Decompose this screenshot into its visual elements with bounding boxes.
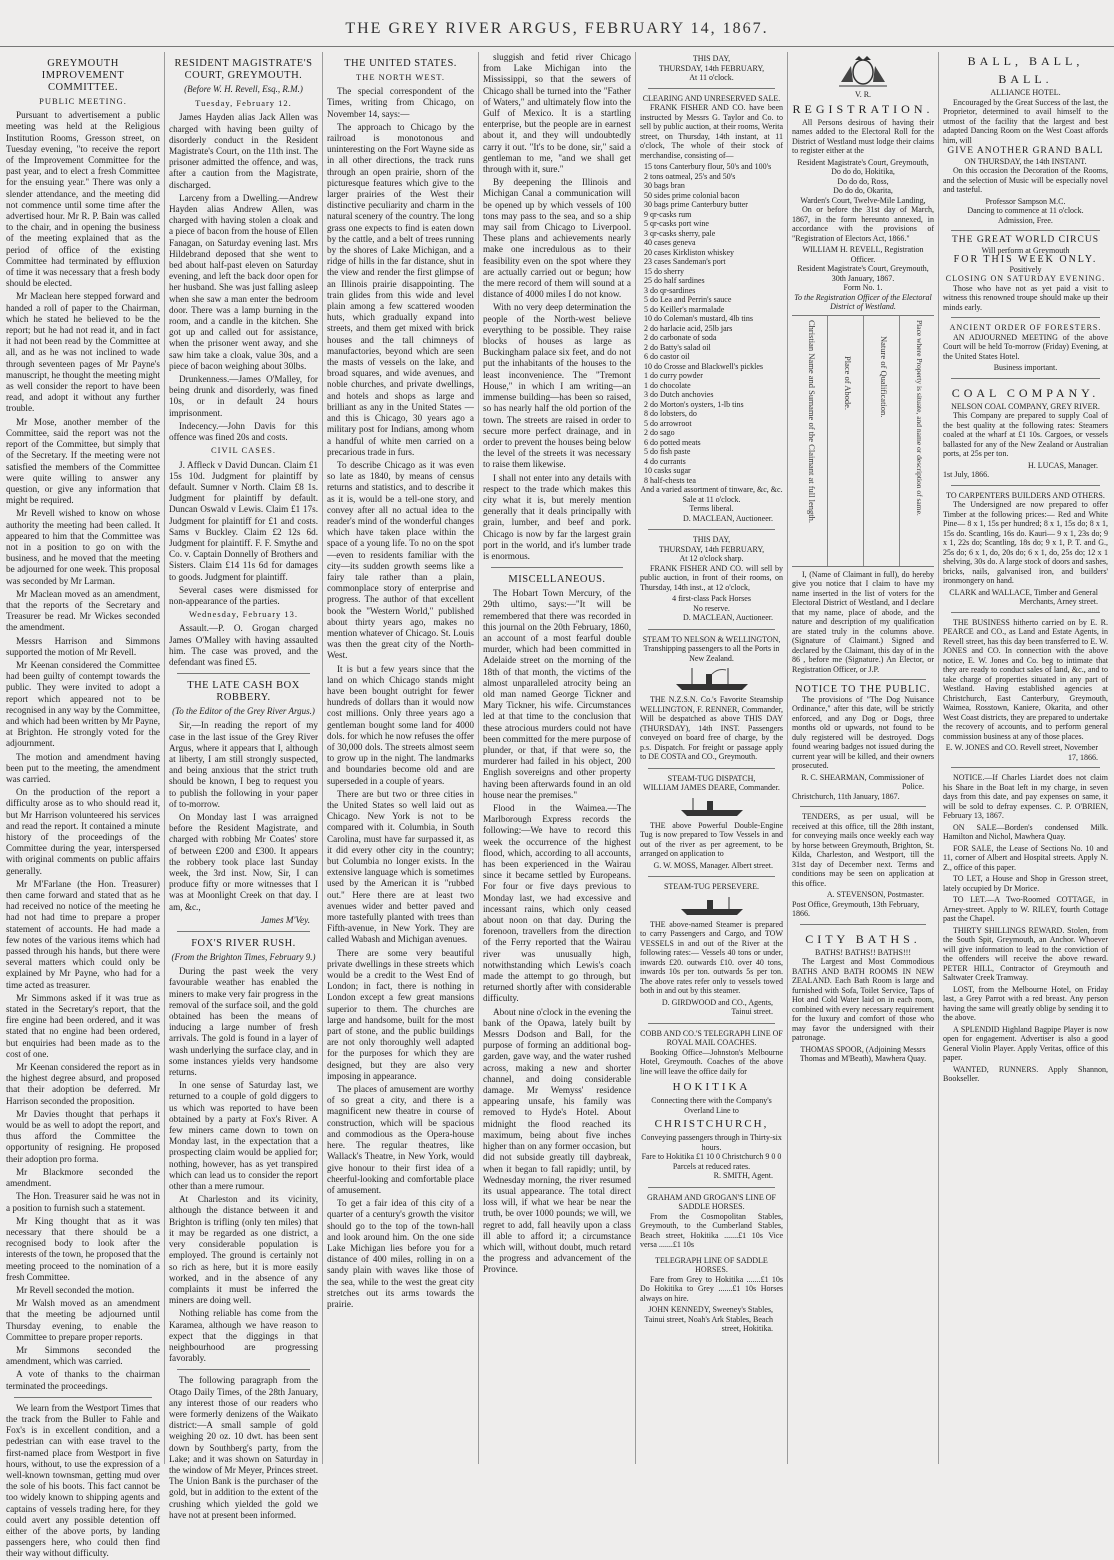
- signature: James M'Vey.: [260, 914, 310, 925]
- article-heading: GREYMOUTH IMPROVEMENT COMMITTEE.: [41, 58, 125, 93]
- advert-list-item: 5 do Lea and Perrin's sauce: [644, 295, 732, 304]
- advert-list-item: 10 do Crosse and Blackwell's pickles: [644, 361, 763, 371]
- paragraph: Assault.—P. O. Grogan charged James O'Malley with having assaulted him. The case was proved, and the defendant was fined £5.: [169, 623, 318, 667]
- advert-subheading: WILLIAM JAMES DEARE, Commander.: [643, 783, 780, 792]
- advert-list-item: 6 do castor oil: [644, 352, 690, 361]
- advert-note: Professor Sampson M.C.: [985, 196, 1066, 206]
- advert-heading: STEAM TO NELSON & WELLINGTON,: [642, 634, 781, 644]
- divider: [951, 485, 1100, 486]
- paragraph: Mr King thought that as it was necessary that there should be a recognised body to look after the interests of the town, he proposed that the meeting proceed to the nomination of a fresh Committee.: [6, 1215, 160, 1282]
- advert-clearing-sale: [640, 54, 783, 523]
- divider: [648, 876, 775, 877]
- advert-list-item: 2 do harlacie acid, 25lb jars: [644, 323, 733, 333]
- paragraph: The places of amusement are worthy of so great a city, and there is a magnificent new theatre in course of construction, which will be spacious and commodious as the Opera-house here. The regular theatres, like Wallack's Theatre, in New York, would give honour to their first idea of a cheerful-looking and comfortable place of amusement.: [327, 1084, 474, 1195]
- date-line: Tuesday, February 12.: [195, 98, 292, 109]
- divider: [800, 806, 926, 807]
- paragraph: Mr Walsh moved as an amendment that the meeting be adjourned until Thursday evening, to enable the Committee to prepare proper reports.: [6, 1298, 160, 1342]
- form-title: Form No. 1.: [843, 283, 883, 292]
- column-notices: [792, 52, 934, 1464]
- advert-list-item: 3 do Dutch anchovies: [644, 390, 714, 399]
- advert-signature: WILLIAM H. REVELL, Registration Officer.: [802, 245, 924, 264]
- notice: TO LET, a House and Shop in Gresson street, lately occupied by Dr Morice.: [943, 874, 1108, 893]
- paragraph: Mr Davies thought that perhaps it would be as well to adopt the report, and thus afford the Committee the opportunity of resigning. He proposed their adoption pro forma.: [6, 1108, 160, 1164]
- advert-title: CLEARING AND UNRESERVED SALE.: [642, 93, 781, 103]
- advert-highlight: GIVE ANOTHER GRAND BALL: [947, 146, 1104, 156]
- advert-list-item: 30 bags prime Canterbury butter: [644, 200, 748, 209]
- divider: [951, 317, 1100, 318]
- divider: [177, 1369, 310, 1370]
- advert-heading: TO CARPENTERS BUILDERS AND OTHERS.: [946, 490, 1105, 500]
- paragraph: Sir,—In reading the report of my case in the last issue of the Grey River Argus, where it appears that I, although at liberty, I am still strongly suspected, and being anxious that the strict truth should be known, I beg to request you to publish the following in your paper of to-morrow.: [169, 720, 318, 809]
- advert-list-item: 8 half-chests tea: [644, 475, 696, 485]
- divider: [800, 679, 926, 680]
- advert-list-item: 10 do Coleman's mustard, 4lb tins: [644, 314, 753, 323]
- advert-list-item: 10 casks sugar: [644, 466, 691, 475]
- advert-list-item: 2 do Morton's oysters, 1-lb tins: [644, 399, 744, 409]
- form-addressee: To the Registration Officer of the Electoral District of Westland.: [794, 292, 932, 311]
- advert-list-item: 2 do Batty's salad oil: [644, 342, 711, 352]
- masthead-title: THE GREY RIVER ARGUS, FEBRUARY 14, 1867.: [345, 20, 769, 37]
- advert-heading: THIS DAY,: [692, 535, 731, 544]
- article-heading: THE UNITED STATES.: [344, 58, 457, 69]
- paragraph: On Monday last I was arraigned before the Resident Magistrate, and charged with robbing Mr Coates' store of between £200 and £300. It appears the robbery took place last Sunday week, the 3rd inst. Now, Sir, I can produce fifty or more witnesses that I was at Moonlight Creek on that day. I am, &c.,: [169, 811, 318, 912]
- royal-crest-icon: [833, 54, 893, 88]
- paragraph: It is but a few years since that the land on which Chicago stands might have been bought outright for fewer hundreds of dollars than it would now cost millions. Only three years ago a gentleman bought some land for 4000 dols. for which he now refuses the offer of 30,000 dols. The streets almost seem to grow up in the night. The landmarks and boundaries become old and are superseded in a couple of years.: [327, 663, 474, 786]
- notice: THIRTY SHILLINGS REWARD. Stolen, from the South Spit, Greymouth, an Anchor. Whoever will give information to lead to the conviction of the offenders will receive the above reward. PETER HILL, Contractor of Greymouth and Saltwater Creek Tramway.: [943, 925, 1108, 982]
- fare-table: Fare to Hokitika £1 10 0 Christchurch 9 0 0 Parcels at reduced rates.: [641, 1152, 782, 1171]
- paragraph: Nothing reliable has come from the Karamea, although we have reason to expect that the diggings in that neighbourhood are progressing favorably.: [169, 1308, 318, 1364]
- paragraph: The following paragraph from the Otago Daily Times, of the 28th January, any interest those of our readers who were formerly denizens of the Waikato district:—A small sample of gold weighing 20 oz. 10 dwt. has been sent down by Southberg's party, from the Lake; and it was shown on Saturday in the window of Mr Meyer, Princes street. The Union Bank is the purchaser of the gold, but in addition to the extent of the crushing which yielded the gold we have not at present been informed.: [169, 1375, 318, 1520]
- registration-place: Resident Magistrate's Court, Greymouth,: [797, 157, 929, 167]
- article-heading: MISCELLANEOUS.: [508, 574, 606, 586]
- advert-body: THE BUSINESS hitherto carried on by E. R. PEARCE and CO., as Land and Estate Agents, in Revell street, has this day been transferred to E. W. JONES and CO. In connection with the above notice, E. W. Jones and Co. beg to intimate that they are ready to conduct sales of land, &c., and to take charge of properties situated in any part of Westland. Having established agencies at Christchurch, East Canterbury, Greymouth, Waimea, Rosstown, Kaniere, Okarita, and other West Coast districts, they are prepared to undertake the recovery of accounts, and to perform general commission business at any of those places.: [943, 617, 1108, 741]
- advert-date: THURSDAY, 14th FEBRUARY,: [658, 63, 765, 73]
- paragraph: Mr Keenan considered the report as in the highest degree absurd, and proposed that their adoption be deferred. Mr Harrison seconded the proposition.: [6, 1062, 160, 1106]
- advert-date: Christchurch, 11th January, 1867.: [792, 791, 900, 801]
- advert-heading: STEAM-TUG DISPATCH,: [667, 773, 756, 783]
- registration-form-table: [792, 315, 934, 567]
- paragraph: There are some very beautiful private dwellings in these streets which would be a credit to the West End of London; in fact, there is nothing in London except a few great mansions superior to them. The churches are large and handsome, built for the most part of stone, and the public buildings are not only thoroughly well adapted for the purposes for which they are designed, but they are also very imposing in appearance.: [327, 947, 474, 1081]
- advert-list-item: 15 do sherry: [644, 266, 684, 276]
- notice: LOST, from the Melbourne Hotel, on Friday last, a Grey Parrot with a red breast. Any person having the same will greatly oblige by sending it to the above.: [943, 984, 1108, 1022]
- advert-heading: GRAHAM AND GROGAN'S LINE OF SADDLE HORSES.: [646, 1192, 776, 1211]
- advert-heading: NOTICE TO THE PUBLIC.: [795, 684, 931, 695]
- advert-list-item: 9 qr-casks rum: [644, 209, 692, 219]
- paragraph: Mr M'Farlane (the Hon. Treasurer) then came forward and stated that as he had received no notice of the meeting he had not had time to prepare a proper statement of accounts. He had made a few notes of the various items which had passed through his hands, but there were several matters which could only be explained by Mr Payne, who had for a time acted as treasurer.: [6, 878, 160, 990]
- paragraph: Messrs Harrison and Simmons supported the motion of Mr Revell.: [6, 635, 160, 657]
- advert-note: Sale at 11 o'clock.: [682, 494, 741, 504]
- paragraph: The Hon. Treasurer said he was not in a position to furnish such a statement.: [6, 1191, 160, 1213]
- registration-place: Do do do, Ross,: [837, 176, 889, 186]
- notice: ON SALE—Borden's condensed Milk. Hamilton and Nichol, Mawhera Quay.: [943, 822, 1108, 841]
- advert-list-item: 5 do fish paste: [644, 447, 691, 456]
- advert-highlight: CLOSING ON SATURDAY EVENING.: [945, 274, 1106, 283]
- column-rule: [938, 52, 939, 1464]
- advert-signature: A. STEVENSON, Postmaster.: [826, 890, 924, 899]
- form-column-property: Place where Property is situate, and name or description of same.: [915, 319, 924, 516]
- paragraph: Mr Maclean moved as an amendment, that the reports of the Secretary and Treasurer be read. Mr Wickes seconded the amendment.: [6, 588, 160, 633]
- column-auction-shipping-ads: [640, 52, 783, 1464]
- paragraph: Pursuant to advertisement a public meeting was held at the Religious Institution Rooms, Gresson street, on Tuesday evening, "to receive the report of the Improvement Committee for the past year, and to elect a fresh Committee for the ensuing year." There was only a slender attendance, and the meeting did not commence until some time after the advertised hour. Mr R. P. Bain was called to the chair, and in opening the business of the meeting explained that as the period of office of the existing Committee had terminated by effluxion of time it was necessary that a fresh body should be elected.: [6, 110, 160, 289]
- advert-body: The Undersigned are now prepared to offer Timber at the following prices:— Red and White Pine— 8 x 1, 15s per hundred; 8 x 1, 15s do; 8 x 1, 15s do. Scantling, 16s do. Kauri— 9 x 1, 23s do; 9 x 1, 22s do; Scantling, 18s do; 9 x 1, P. T. and G., 25s do; 6 x 1, do, 20s do; 6 x 1, do, 25s do; 12 x 1 shelving, 30s do. A large stock of doors and sashes, bricks, nails, galvanised iron, and builders' ironmongery on hand.: [943, 500, 1108, 585]
- advert-body: All Persons desirous of having their names added to the Electoral Roll for the District of Westland must lodge their claims to register either at the: [792, 117, 934, 155]
- advert-heading: THIS DAY,: [692, 54, 731, 63]
- advert-body: TENDERS, as per usual, will be received at this office, till the 28th instant, for conveying mails once weekly each way by horse between Greymouth, Brighton, St. Kilda, Charleston, and Westport, till the 31st day of December next. Terms and conditions may be seen on application at this office.: [792, 812, 934, 888]
- divider: [177, 673, 310, 674]
- paragraph: There are but two or three cities in the United States so well laid out as Chicago. New York is not to be compared with it. Columbia, in South Carolina, must have far surpassed it, as it did every other city in the country; but Columbia no longer exists. In the extensive language which is sometimes used by the American it is "rubbed out." Here there are at least two avenues wider and better paved and more tastefully planted with trees than Fifth-avenue, in New York. They are called Wabash and Michigan avenues.: [327, 788, 474, 945]
- divider: [951, 767, 1100, 768]
- paragraph: Mr Simmons seconded the amendment, which was carried.: [6, 1344, 160, 1367]
- advert-list-item: 3 do qr-sardines: [644, 285, 696, 295]
- divider: [648, 88, 775, 89]
- registration-place: Warden's Court, Twelve-Mile Landing,: [800, 195, 926, 205]
- paragraph: sluggish and fetid river Chicago from Lake Michigan into the Mississippi, so that the sewers of Chicago shall be turned into the "Father of Waters," and ultimately flow into the Gulf of Mexico. It is a startling enterprise, but the people are in earnest about it, and they will undoubtedly carry it out. "It's to be done, sir," said a gentleman to me, "and we shall get through with it, sure.": [483, 52, 631, 175]
- divider: [14, 1397, 152, 1398]
- divider: [491, 567, 623, 568]
- notice: NOTICE.—If Charles Liardet does not claim his Share in the Boat left in my charge, in seven days from this date, and pay expenses on same, it will be sold to defray expenses. C. P. O'BRIEN, February 13, 1867.: [943, 773, 1108, 820]
- advert-signature: E. W. JONES and CO. Revell street, November 17, 1866.: [945, 743, 1098, 762]
- advert-heading: CITY BATHS.: [805, 931, 921, 946]
- column-miscellaneous: [483, 52, 631, 1464]
- advert-subheading: Transhipping passengers to all the Ports in New Zealand.: [643, 644, 780, 663]
- paragraph: Mr Blackmore seconded the amendment.: [6, 1166, 160, 1189]
- article-byline: (Before W. H. Revell, Esq., R.M.): [184, 84, 303, 94]
- advert-telegraph-horses: [640, 1256, 783, 1334]
- column-rule: [787, 52, 788, 1464]
- advert-heading: STEAM-TUG PERSEVERE.: [663, 882, 760, 891]
- advert-note: Terms liberal.: [689, 504, 734, 513]
- paragraph: Indecency.—John Davis for this offence was fined 20s and costs.: [169, 420, 318, 443]
- advert-signature: G. W. MOSS, Manager. Albert street.: [653, 860, 773, 870]
- advert-body: AN ADJOURNED MEETING of the above Court will be held To-morrow (Friday) Evening, at the United States Hotel.: [943, 332, 1108, 361]
- paragraph: I shall not enter into any details with respect to the trade which makes this city what it is, but merely mention generally that it deals principally with grain, lumber, and beef and pork. Chicago is now by far the largest grain port in the world, and it's lumber trade is enormous.: [483, 472, 631, 561]
- advert-signature: R. C. SHEARMAN, Commissioner of Police.: [801, 772, 924, 791]
- column-rule: [478, 52, 479, 1464]
- advert-list-item: 5 qr-casks port wine: [644, 219, 709, 228]
- form-column-name: Christian Name and Surname of the Claimant at full length.: [807, 319, 817, 523]
- paragraph: Flood in the Waimea.—The Marlborough Express records the following:—We have to record this week the occurrence of the highest flood, which, according to all accounts, has been experienced in the Wairau since it became settled by Europeans. For four or five days previous to Monday last, we had excessive and incessant rains, which only ceased about noon on that day. During the forenoon, travellers from the direction of the Ferry reported that the Wairau river was unusually high, notwithstanding which Lewis's coach made the attempt to go through, but returned shortly after with considerable difficulty.: [483, 803, 631, 1004]
- column-united-states: [327, 52, 474, 1464]
- advert-list-item: 6 do potted meats: [644, 437, 701, 447]
- advert-subheading: BATHS! BATHS!! BATHS!!!: [814, 947, 911, 957]
- divider: [951, 230, 1100, 231]
- advert-body: The provisions of "The Dog Nuisance Ordinance," after this date, will be strictly enforced, and any Dog or Dogs, three months old or upwards, not found to be duly registered will be destroyed. Dogs found wearing badges not issued during the current year will be killed, and their owners prosecuted.: [792, 694, 934, 770]
- divider: [951, 378, 1100, 379]
- advert-subheading: Will perform at Greymouth: [981, 245, 1070, 255]
- paragraph: The approach to Chicago by the railroad is monotonous and uninteresting on the Fort Wayne side as in all other directions, the track runs through an open prairie, shorn of the picturesque features which give to the larger prairies of the West their distinctive peculiarity and charm in the natural scenery of the country. The long grass one expects to find is eaten down by the cattle, and a belt of trees running by the shores of Lake Michigan, and a ridge of hills in the far distance, shut in the view and render the first glimpse of an Illinois prairie disappointing. The train glides from this wide and level plain among a few scattered wooden huts, which gradually expand into streets, and them get mixed with brick houses and the tall chimneys of manufactories, beyond which are seen the masts of vessels on the lake, and broad squares, and wide avenues, and noble churches, and private dwellings, and hotels and shops as large and brilliant as any in the United States —and this is Chicago, 30 years ago a military post for Indians, among whom a handful of white men carried on a precarious trade in furs.: [327, 121, 474, 457]
- paragraph: To describe Chicago as it was even so late as 1840, by means of census returns and statistics, and to describe it as it is, would be a tell-one story, and convey after all no actual idea to the reader's mind of the wonderful changes which have taken place within the space of a young life. To no on the spot—even to residents familiar with the city—its sudden growth seems like a fairy tale rather than a plain, commonplace story of enterprise and progress. The author of that excellent book the "Western World," published about thirty years ago, makes no mention whatever of Chicago. St. Louis was then the great city of the North-West.: [327, 459, 474, 661]
- article-subheading: THE NORTH WEST.: [355, 72, 445, 82]
- advert-body: Booking Office—Johnston's Melbourne Hotel, Greymouth. Coaches of the above line will leave the office daily for: [640, 1047, 783, 1076]
- paragraph: Drunkenness.—James O'Malley, for being drunk and disorderly, was fined 10s, or in default 24 hours imprisonment.: [169, 374, 318, 418]
- advert-list-item: 2 do carbonate of soda: [644, 333, 717, 342]
- column-rule: [322, 52, 323, 1464]
- divider: [648, 768, 775, 769]
- advert-list-item: 40 cases geneva: [644, 238, 696, 247]
- divider: [648, 1187, 775, 1188]
- advert-note: And a varied assortment of tinware, &c, &c.: [640, 485, 783, 494]
- divider: [648, 1023, 775, 1024]
- advert-signature: THOMAS SPOOR, (Adjoining Messrs Thomas and M'Beath), Mawhera Quay.: [799, 1044, 927, 1063]
- advert-steam-wellington: [640, 635, 783, 762]
- destination: CHRISTCHURCH,: [654, 1118, 769, 1130]
- paragraph: The Hobart Town Mercury, of the 29th ultimo, says:—"It will be remembered that there was recorded in this journal on the 20th February, 1860, an account of a most fearful double murder, which had been committed in Adelaide street on the morning of the 18th of that month, the victims of the almost unparalleled atrocity being an old man named George Tickner and Mary Tickner, his wife. Circumstances led at that time to the conclusion that these atrocious murders could not have been committed for the mere purpose of plunder, or that, if that were so, the murderer had failed in his object, 200 English sovereigns and other property having been afterwards found in an old house near the premises.": [483, 588, 631, 800]
- advert-steam-tug-dispatch: [640, 774, 783, 871]
- paragraph: To get a fair idea of this city of a quarter of a century's growth the visitor should go to the top of the town-hall and look around him. On the one side Lake Michigan lies before you for a distance of 400 miles, rolling in on a sandy plain with waves like those of the sea, while to the west the great city stretches out its arms towards the prairie.: [327, 1198, 474, 1309]
- column-magistrates-court: [169, 52, 318, 1520]
- paragraph: Mr Mose, another member of the Committee, said the report was not the report of the Committee, but simply that of the Secretary. If the meeting were not satisfied the members of the Committee were quite willing to answer any question, or give any information that might be required.: [6, 416, 160, 506]
- article-byline: (From the Brighton Times, February 9.): [171, 952, 316, 963]
- advert-time: At 11 o'clock.: [689, 73, 734, 82]
- advert-body: The Largest and Most Commodious BATHS AND BATH ROOMS IN NEW ZEALAND. Each Bath Room is large and furnished with Sofa, Toilet Service, Taps of Hot and Cold Water laid on in each room, combined with every necessary requirement for the luxury and comfort of those who may favor the undersigned with their patronage.: [792, 957, 934, 1042]
- advert-subheading: ALLIANCE HOTEL.: [990, 88, 1061, 97]
- advert-body: THE above Powerful Double-Engine Tug is now prepared to Tow Vessels in and out of the river as per agreement, to be arranged on application to: [640, 820, 783, 858]
- advert-heading: BALL, BALL, BALL.: [967, 54, 1084, 86]
- destination: HOKITIKA: [672, 1081, 751, 1093]
- steamship-icon: [672, 666, 752, 692]
- advert-body: FRANK FISHER AND CO. will sell by public auction, in front of their rooms, on Thursday, 14th inst., at 12 o'clock,: [640, 563, 783, 592]
- paragraph: In one sense of Saturday last, we returned to a couple of gold diggers to us which was reported to have been obtained by a party at Fox's River. A few miners came down to town on Monday last, in the expectation that a prospecting claim would be applied for; nothing, however, has as yet transpired which can lead us to consider the report other than a mere rumour.: [169, 1080, 318, 1192]
- advert-date: 1st July, 1866.: [943, 470, 990, 479]
- registration-places: [792, 158, 934, 206]
- divider: [951, 612, 1100, 613]
- advert-heading: TELEGRAPH LINE OF SADDLE HORSES.: [655, 1255, 768, 1274]
- advert-signature: D. MACLEAN, Auctioneer.: [683, 513, 773, 523]
- advert-body: Encouraged by the Great Success of the last, the Proprietor, determined to avail himself to the utmost of the facility that the largest and best adapted Dancing Room on the West Coast affords him, will: [943, 97, 1108, 145]
- advert-note: No reserve.: [693, 603, 730, 613]
- paragraph: We learn from the Westport Times that the track from the Buller to Fahle and Fox's is in excellent condition, and a pedestrian can with ease travel to the first-named place from Westport in five hours, without, to use the expression of a well-known townsman, getting mud over the sole of his boots. This fact cannot be too widely known to shipping agents and captains of vessels trading here, for they could avert any possible detention off either of the above ports, by landing passengers here, who could then find their way without difficulty.: [6, 1402, 160, 1559]
- advert-list-item: 23 cases Sandeman's port: [644, 257, 726, 266]
- advert-subheading: NELSON COAL COMPANY, GREY RIVER.: [951, 401, 1100, 411]
- tugboat-icon: [677, 796, 747, 818]
- advert-date: ON THURSDAY, the 14th INSTANT.: [964, 156, 1087, 166]
- advert-list-item: 15 tons Canterbury flour, 50's and 100's: [644, 162, 772, 171]
- paragraph: At Charleston and its vicinity, although the distance between it and Brighton is trifling (only ten miles) that it may be regarded as one district, a very considerable population is employed. The ground is certainly not so rich as here, but it is more easily worked, and in the absence of any complaints it must be inferred the miners are doing well.: [169, 1194, 318, 1306]
- advert-date: Post Office, Greymouth, 13th February, 1866.: [792, 899, 920, 918]
- paragraph: Mr Revell seconded the motion.: [16, 1284, 135, 1295]
- registration-place: Do do do, Hokitika,: [831, 167, 895, 176]
- advert-note: Dancing to commence at 11 o'clock.: [967, 206, 1084, 215]
- advert-body: Those who have not as yet paid a visit to witness this renowned troupe should make up their minds early.: [943, 283, 1108, 312]
- paragraph: Larceny from a Dwelling.—Andrew Hayden alias Andrew Allen, was charged with having stolen a cloak and a piece of bacon from the house of Ellen Fanagan, on Saturday evening last. Mrs Hildebrand deposed that she went to bed about half-past eleven on Saturday evening, and left the back door open for her husband. She was just falling asleep when she saw a man enter the bedroom door. There was a lamp burning in the room, and a candle in the kitchen. She got up and called out for assistance, when the prisoner went away, and she saw him take a cloak, value 30s, and a piece of bacon weighing about 30lbs.: [169, 192, 318, 371]
- divider: [648, 529, 775, 530]
- paragraph: The motion and amendment having been put to the meeting, the amendment was carried.: [6, 751, 160, 784]
- advert-list-item: 5 do arrowroot: [644, 418, 692, 428]
- paragraph: Mr Maclean here stepped forward and handed a roll of paper to the Chairman, which he stated he believed to be the report; but he had not read it, and in fact it had not been read by the Committee at all, and as he was not inclined to wade through seventeen pages of Mr Payne's manuscript, he thought the meeting might as well consider the report to have been read, and adopt it without any further trouble.: [6, 291, 160, 414]
- advert-signature: JOHN KENNEDY, Sweeney's Stables, Tainui street, Noah's Ark Stables, Beach street, Hokitika.: [644, 1305, 773, 1333]
- paragraph: By deepening the Illinois and Michigan Canal a communication will be opened up by which vessels of 100 tons may pass to the sea, and so a ship may sail from Chicago to Liverpool. These plans and achievements nearly make one incredulous as to their feasibility even on the spot where they are actually carried out or begun; how the mere record of them will sound at a distance of 4000 miles I do not know.: [483, 177, 631, 300]
- advert-list-item: 5 do Keiller's marmalade: [644, 304, 725, 314]
- advert-steam-tug-persevere: [640, 882, 783, 1017]
- advert-list-item: 20 cases Kirkliston whiskey: [644, 247, 734, 257]
- advert-list-item: 4 do currants: [644, 456, 686, 466]
- advert-cobb-coaches: [640, 1029, 783, 1181]
- advert-list-item: 8 do lobsters, do: [644, 409, 697, 418]
- advert-heading: THE GREAT WORLD CIRCUS: [951, 235, 1099, 245]
- advert-list-item: 25 do half sardines: [644, 276, 705, 285]
- divider: [177, 931, 310, 932]
- form-column-qualification: Nature of Qualification.: [879, 335, 889, 417]
- advert-body: Fare from Grey to Hokitika .......£1 10s Do Hokitika to Grey .......£1 10s Horses always on hire.: [640, 1274, 783, 1303]
- advert-body: Conveying passengers through in Thirty-six hours.: [641, 1133, 782, 1152]
- advert-body: On or before the 31st day of March, 1867, in the form hereunto annexed, in accordance with the provisions of "Registration of Electors Act, 1866.": [792, 205, 934, 243]
- notice: TO LET.—A Two-Roomed COTTAGE, in Arney-street. Apply to W. RILEY, fourth Cottage past the Chapel.: [943, 895, 1108, 923]
- advert-item: 4 first-class Pack Horses: [672, 594, 751, 603]
- paragraph: Mr Simmons asked if it was true as stated in the Secretary's report, that the fire engine had been ordered, and it was stated that no engine had been ordered, but enquiries had been made as to the cost of one.: [6, 992, 160, 1059]
- column-improvement-committee: [6, 52, 160, 1559]
- advert-heading: COBB AND CO.'S TELEGRAPH LINE OF ROYAL MAIL COACHES.: [640, 1028, 783, 1047]
- paragraph: On the production of the report a difficulty arose as to who should read it, but Mr Harrison volunteered his services and read the report. It contained a minute history of the proceedings of the Committee during the year, interspersed with original comments on public affairs generally.: [6, 787, 160, 876]
- advert-list-item: 1 do chocolate: [644, 380, 691, 390]
- advert-signature: H. LUCAS, Manager.: [1028, 460, 1098, 470]
- advert-body: From the Cosmopolitan Stables, Greymouth, to the Cumberland Stables, Beach street, Hokitika .......£1 10s Vice versa .......£1 10s: [640, 1211, 783, 1249]
- article-heading: THE LATE CASH BOX ROBBERY.: [187, 680, 300, 704]
- advert-list-item: 1 do curry powder: [644, 371, 703, 380]
- advert-note: Business important.: [993, 363, 1058, 372]
- advert-list-item: 50 sides prime colonial bacon: [644, 190, 740, 200]
- divider: [800, 924, 926, 925]
- advert-list-item: 30 bags bran: [644, 181, 685, 190]
- paragraph: About nine o'clock in the evening the bank of the Opawa, lately built by Messrs Dodson and Ball, for the purpose of forming an additional bog-garden, gave way, and the water rushed across, making a new and shorter channel, and doing considerable damage. Mr Wemyss' residence appearing unsafe, his family was removed to Hyde's Hotel. About midnight the flood reached its maximum, being about five inches higher than on any former occasion, but did not subside greatly till daybreak, when it began to fall rapidly; until, by Wednesday morning, the river resumed its usual appearance. The total direct loss will, if what we hear be near the truth, be over 1000 pounds; we will, we regret to add, fall heavily upon a class ill able to afford it; a circumstance which will, without doubt, much retard the progress and advancement of the Province.: [483, 1006, 631, 1275]
- article-subheading: PUBLIC MEETING.: [39, 96, 127, 106]
- advert-signature: CLARK and WALLACE, Timber and General Merchants, Arney street.: [949, 587, 1098, 606]
- advert-body: FRANK FISHER AND CO. have been instructed by Messrs G. Taylor and Co. to sell by public auction, at their rooms, Werita street, on Thursday, 14th instant, at 11 o'clock, The whole of their stock of merchandise, consisting of—: [640, 103, 783, 160]
- advert-note: Admission, Free.: [998, 215, 1053, 225]
- advert-body: Connecting there with the Company's Overland Line to: [651, 1096, 772, 1115]
- article-byline: (To the Editor of the Grey River Argus.): [172, 706, 315, 717]
- advert-body: THE above-named Steamer is prepared to carry Passengers and Cargo, and TOW VESSELS in and out of the River at the following rates:— Vessels 40 tons or under, inwards £20. outwards £10. over 40 tons, inwards 10s per ton. outwards 5s per ton. The above rates refer only to vessels towed both in and out by this steamer.: [640, 919, 783, 995]
- article-heading: FOX'S RIVER RUSH.: [191, 938, 296, 950]
- article-heading: RESIDENT MAGISTRATE'S COURT, GREYMOUTH.: [174, 58, 313, 81]
- notice: A SPLENDID Highland Bagpipe Player is now open for engagement. Advertiser is also a good General Violin Player. Apply Veritas, office of this paper.: [943, 1024, 1108, 1062]
- advert-body: I, (Name of Claimant in full), do hereby give you notice that I claim to have my name inserted in the list of voters for the Electoral District of Westland, and I declare that my name, place of abode, and the nature and description of my qualification are stated truly in the columns above. (Signature of Claimant.) Signed and declared by the Claimant, this day of in the 86 , before me (Signature.) An Elector, or Registration Officer, or J.P.: [792, 569, 934, 674]
- advert-heading: REGISTRATION.: [792, 101, 934, 116]
- date-line: Wednesday, February 13.: [188, 609, 299, 620]
- advert-signature: R. SMITH, Agent.: [713, 1171, 773, 1180]
- column-rule: [635, 52, 636, 1464]
- notice: FOR SALE, the Lease of Sections No. 10 and 11, corner of Albert and Hospital streets. Apply N. Z., office of this paper.: [943, 843, 1108, 872]
- tugboat-icon: [677, 895, 747, 917]
- advert-body: On this occasion the Decoration of the Rooms, and the selection of Music will be especially novel and tasteful.: [943, 166, 1108, 194]
- paragraph: A vote of thanks to the chairman terminated the proceedings.: [6, 1369, 160, 1391]
- advert-body: This Company are prepared to supply Coal of the best quality at the following rates: Steamers coaled at the wharf at £1 10s. Cargoes, or vessels ballasted for any of the New Zealand or Australian ports, at 25s per ton.: [943, 411, 1108, 458]
- paragraph: With no very deep determination the people of the North-west believe everything to be possible. They raise blocks of houses as large as Buckingham palace six feet, and do not put the inhabitants of the houses to the least inconvenience. The "Tremont House," in which I am writing—an immense building—has been so raised, so has nearly half the old portion of the town. The streets are raised in order to secure more perfect drainage, and in order to prevent the houses being below the level of the streets it was necessary to raise them likewise.: [483, 302, 631, 470]
- masthead-rule: [0, 46, 1114, 47]
- paragraph: Several cases were dismissed for non-appearance of the parties.: [169, 584, 318, 606]
- advert-date: THURSDAY, 14th FEBRUARY,: [658, 544, 765, 554]
- advert-list-item: 2 do sago: [644, 428, 675, 437]
- advert-saddle-horses: [640, 1193, 783, 1250]
- advert-item-list: [640, 162, 783, 485]
- registration-place: Do do do, Okarita,: [833, 186, 893, 195]
- advert-signature: D. MACLEAN, Auctioneer.: [683, 613, 773, 622]
- paragraph: Mr Revell wished to know on whose authority the meeting had been called. It appeared to him that the Committee was not in a position to go on with the business, and he moved that the meeting be adjourned for one week. This proposal was seconded by Mr Larman.: [6, 508, 160, 586]
- advert-heading: ANCIENT ORDER OF FORESTERS.: [949, 323, 1102, 332]
- advert-pack-horses: [640, 535, 783, 623]
- paragraph: James Hayden alias Jack Allen was charged with having been guilty of disorderly conduct in the Resident Magistrate's Court, on the 11th inst. The prisoner admitted the offence, and was, after a caution from the Magistrate, discharged.: [169, 112, 318, 190]
- advert-date: Resident Magistrate's Court, Greymouth, 30th January, 1867.: [797, 264, 929, 283]
- advert-list-item: 2 tons oatmeal, 25's and 50's: [644, 171, 736, 181]
- paragraph: J. Affleck v David Duncan. Claim £1 15s 10d. Judgment for plaintiff by default. Sumner v North. Claim £8 1s. Judgment for plaintiff by default. Duncan Oswald v Lewis. Claim £1 17s. Judgment for plaintiff for £1 and costs. Sams v Buckley. Claim £2 12s 6d. Judgment for plaintiff. F. F. Smythe and Co. v. Captain Donnelly of Brothers and Sisters. Claim £14 11s 6d for damages to goods. Judgment for plaintiff.: [169, 459, 318, 582]
- advert-note: Positively: [1009, 264, 1042, 274]
- divider: [648, 629, 775, 630]
- advert-body: THE N.Z.S.N. Co.'s Favorite Steamship WELLINGTON, F. RENNER, Commander, Will be despatched as above THIS DAY (THURSDAY), 14th INST. Passengers conveyed on board free of charge, by the p.s. Dispatch. For freight or passage apply to DE COSTA and CO., Greymouth.: [640, 695, 783, 761]
- advert-list-item: 3 qr-casks sherry, pale: [644, 228, 716, 238]
- crest-letters: V. R.: [854, 90, 872, 99]
- column-entertainment-ads: [943, 52, 1108, 1464]
- section-label: CIVIL CASES.: [210, 445, 277, 456]
- paragraph: During the past week the very favourable weather has enabled the miners to make very fair progress in the removal of the surface soil, and the gold obtained has been the means of inducing a large number of fresh arrivals. The gold is found in a layer of wash underlying the surface clay, and in some instances yields very handsome returns.: [169, 966, 318, 1078]
- notice: WANTED, RUNNERS. Apply Shannon, Bookseller.: [943, 1064, 1108, 1083]
- paragraph: Mr Keenan considered the Committee had been guilty of contempt towards the public. They were invited to adopt a report which appeared not to be recognised in any way by the Committee, and which had been written by Mr Payne, at Brighton. He strongly voted for the adjournment.: [6, 659, 160, 749]
- advert-highlight: FOR THIS WEEK ONLY.: [953, 254, 1098, 265]
- paragraph: The special correspondent of the Times, writing from Chicago, on November 14, says:—: [327, 86, 474, 119]
- column-rule: [164, 52, 165, 1464]
- advert-heading: COAL COMPANY.: [951, 385, 1100, 400]
- form-column-abode: Place of Abode.: [843, 355, 853, 410]
- advert-signature: D. GIRDWOOD and CO., Agents, Tainui street.: [661, 997, 773, 1016]
- advert-time: At 12 o'clock sharp.: [679, 554, 744, 563]
